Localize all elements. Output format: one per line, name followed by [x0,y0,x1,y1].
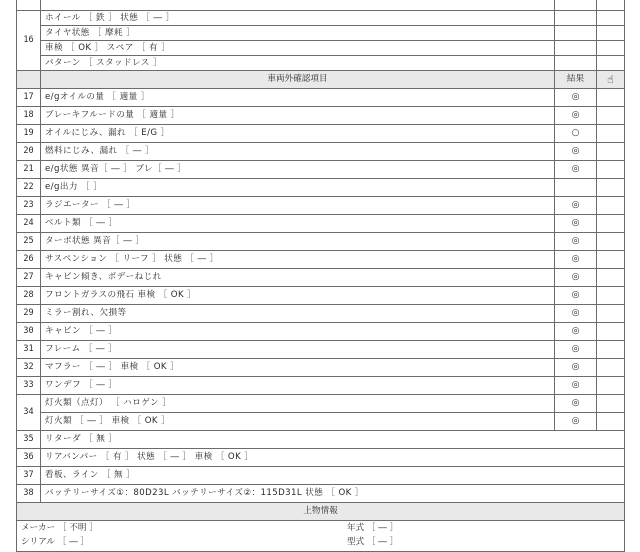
item-cell: ホイール ［ 鉄 ］ 状態 ［ ― ］ [41,11,555,26]
row-number: 36 [17,449,41,467]
row-number: 34 [17,395,41,431]
item-cell: バッテリーサイズ①：80D23L バッテリーサイズ②：115D31L 状態 ［ OK ］ [41,485,625,503]
result-header: 結果 [555,71,597,89]
upper-section-header: 上物情報 [17,503,625,521]
result-cell: ◎ [555,287,597,305]
item-cell: e/gオイルの量 ［ 適量 ］ [41,89,555,107]
hand-pointer-icon: ☝ [597,71,625,89]
item-cell: e/g出力 ［ ］ [41,179,555,197]
item-cell: タイヤ状態 ［ 摩耗 ］ [41,26,555,41]
result-cell: ○ [555,125,597,143]
item-cell: リアバンパー ［ 有 ］ 状態 ［ ― ］ 車検 ［ OK ］ [41,449,625,467]
row-number: 26 [17,251,41,269]
serial-field: シリアル ［ ― ］ [21,537,90,547]
item-cell: 灯火類 ［ ― ］ 車検 ［ OK ］ [41,413,555,431]
item-cell: オイルにじみ、漏れ ［ E/G ］ [41,125,555,143]
result-cell: ◎ [555,161,597,179]
result-cell: ◎ [555,143,597,161]
item-cell: ラジエーター ［ ― ］ [41,197,555,215]
row-number: 23 [17,197,41,215]
result-cell: ◎ [555,107,597,125]
row-number: 19 [17,125,41,143]
upper-info [17,521,625,552]
model-field: 型式 ［ ― ］ [347,537,399,547]
row-number: 24 [17,215,41,233]
row-number: 27 [17,269,41,287]
result-cell: ◎ [555,269,597,287]
item-cell: 看板、ライン ［ 無 ］ [41,467,625,485]
result-cell: ◎ [555,359,597,377]
item-cell: パターン ［ スタッドレス ］ [41,56,555,71]
row-number: 18 [17,107,41,125]
item-cell: ミラー割れ、欠損等 [41,305,555,323]
result-cell: ◎ [555,233,597,251]
row-number: 16 [17,11,41,71]
row-number: 20 [17,143,41,161]
row-number [17,0,41,11]
row-number: 37 [17,467,41,485]
result-cell: ◎ [555,251,597,269]
result-cell: ◎ [555,305,597,323]
maker-field: メーカー ［ 不明 ］ [21,523,98,533]
item-cell: 車検 ［ OK ］ スペア ［ 有 ］ [41,41,555,56]
item-cell: キャビン傾き、ボデーねじれ [41,269,555,287]
item-cell: フレーム ［ ― ］ [41,341,555,359]
result-cell: ◎ [555,341,597,359]
row-number: 29 [17,305,41,323]
item-cell: 燃料にじみ、漏れ ［ ― ］ [41,143,555,161]
item-cell: ターボ状態 異音［ ― ］ [41,233,555,251]
row-number: 33 [17,377,41,395]
row-number: 25 [17,233,41,251]
item-cell: キャビン ［ ― ］ [41,323,555,341]
item-cell: e/g状態 異音［ ― ］ ブレ［ ― ］ [41,161,555,179]
row-number: 32 [17,359,41,377]
result-cell: ◎ [555,377,597,395]
top-row-partial [41,0,555,11]
item-cell: 灯火類（点灯） ［ ハロゲン ］ [41,395,555,413]
result-cell: ◎ [555,323,597,341]
item-cell: リターダ ［ 無 ］ [41,431,625,449]
item-cell: ブレーキフルードの量 ［ 適量 ］ [41,107,555,125]
section-header: 車両外確認項目 [41,71,555,89]
row-number: 21 [17,161,41,179]
result-cell: ◎ [555,215,597,233]
item-cell: ベルト類 ［ ― ］ [41,215,555,233]
item-cell: マフラー ［ ― ］ 車検 ［ OK ］ [41,359,555,377]
result-cell: ◎ [555,197,597,215]
row-number: 17 [17,89,41,107]
item-cell: フロントガラスの飛石 車検 ［ OK ］ [41,287,555,305]
row-number: 22 [17,179,41,197]
row-number: 30 [17,323,41,341]
row-number: 31 [17,341,41,359]
result-cell: ◎ [555,413,597,431]
row-number: 38 [17,485,41,503]
row-number: 35 [17,431,41,449]
inspection-sheet [16,0,625,552]
row-number: 28 [17,287,41,305]
result-cell: ◎ [555,89,597,107]
result-cell [555,179,597,197]
item-cell: ワンデフ ［ ― ］ [41,377,555,395]
result-cell: ◎ [555,395,597,413]
item-cell: サスペンション ［ リーフ ］ 状態 ［ ― ］ [41,251,555,269]
year-field: 年式 ［ ― ］ [347,523,399,533]
